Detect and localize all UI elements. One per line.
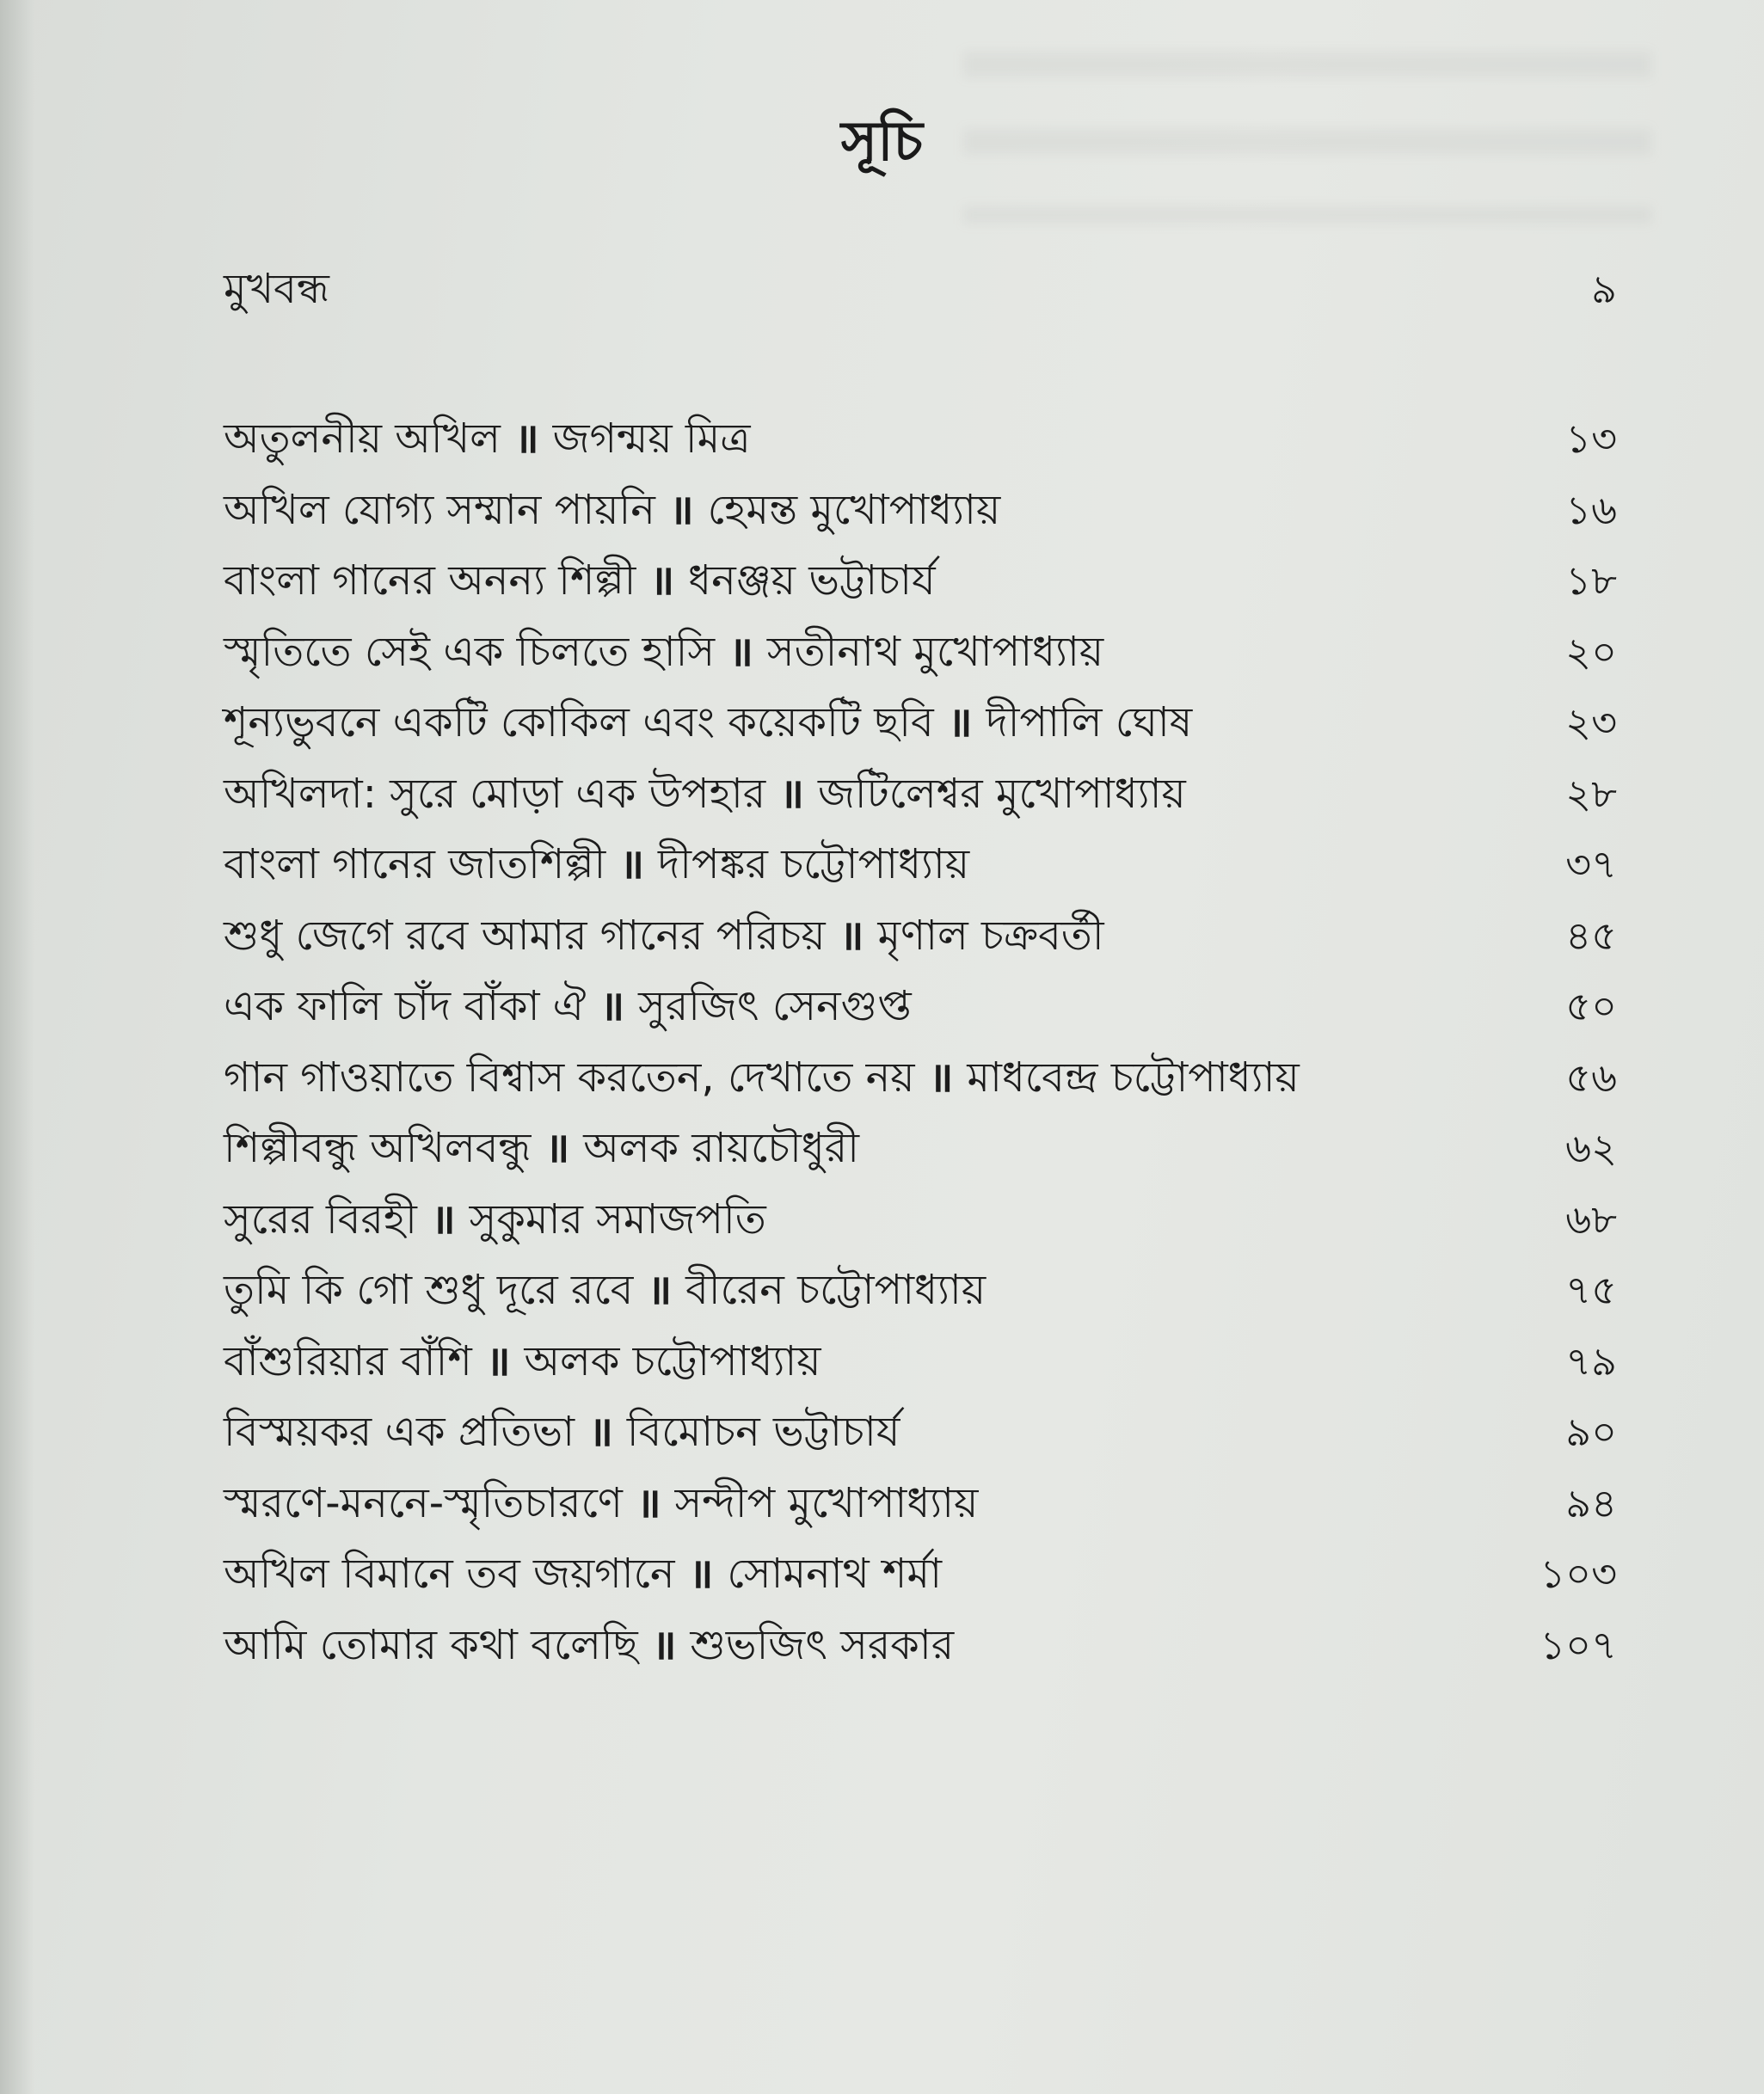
toc-foreword-page: ৯ — [1591, 266, 1617, 312]
toc-row — [224, 1256, 1617, 1324]
toc-entry-title: গান গাওয়াতে বিশ্বাস করতেন, দেখাতে নয় — [224, 1053, 915, 1102]
toc-entry-title: স্মরণে-মননে-স্মৃতিচারণে — [224, 1479, 623, 1527]
toc-row — [224, 1327, 1617, 1396]
toc-row — [224, 972, 1617, 1041]
toc-entry-page: ৭৯ — [1565, 1338, 1617, 1385]
toc-entry-author: বিমোচন ভট্টাচার্য — [626, 1408, 900, 1456]
toc-row — [224, 901, 1617, 970]
toc-entry-title: শুধু জেগে রবে আমার গানের পরিচয় — [224, 912, 826, 960]
toc-entry-author: শুভজিৎ সরকার — [690, 1621, 955, 1669]
toc-entry-author: ধনঞ্জয় ভট্টাচার্য — [688, 556, 936, 605]
toc-entry-page: ১০৭ — [1540, 1622, 1617, 1668]
toc-entry-title: বাংলা গানের জাতশিল্পী — [224, 840, 606, 888]
toc-entry-author: দীপালি ঘোষ — [986, 698, 1193, 746]
toc-entry-title: তুমি কি গো শুধু দূরে রবে — [224, 1266, 634, 1314]
toc-row — [224, 759, 1617, 828]
toc-entry-page: ৯৪ — [1565, 1480, 1617, 1526]
toc-foreword-title: মুখবন্ধ — [224, 265, 329, 313]
toc-entry-page: ১৬ — [1565, 487, 1617, 533]
toc-separator: ॥ — [839, 912, 864, 960]
toc-separator: ॥ — [688, 1550, 714, 1598]
toc-entry-author: হেমন্ত মুখোপাধ্যায় — [707, 486, 1001, 534]
toc-separator: ॥ — [485, 1337, 511, 1385]
toc-entry-page: ১০৩ — [1540, 1551, 1617, 1597]
toc-row — [224, 1397, 1617, 1466]
toc-entry-title: স্মৃতিতে সেই এক চিলতে হাসি — [224, 628, 716, 676]
toc-separator: ॥ — [588, 1408, 613, 1456]
toc-entry-page: ৩৭ — [1565, 841, 1617, 887]
toc-entry-author: সন্দীপ মুখোপাধ্যায় — [674, 1479, 979, 1527]
toc-entry-author: মাধবেন্দ্র চট্টোপাধ্যায় — [967, 1053, 1300, 1102]
toc-entry-title: এক ফালি চাঁদ বাঁকা ঐ — [224, 982, 587, 1030]
toc-entry-author: দীপঙ্কর চট্টোপাধ্যায় — [658, 840, 970, 888]
toc-separator: ॥ — [599, 982, 625, 1030]
toc-entry-title: অখিল যোগ্য সম্মান পায়নি — [224, 486, 655, 534]
toc-entry-title: অখিলদা: সুরে মোড়া এক উপহার — [224, 770, 766, 818]
toc-entry-page: ৬৮ — [1565, 1196, 1617, 1243]
toc-separator: ॥ — [619, 840, 644, 888]
toc-entry-page: ৭৫ — [1565, 1267, 1617, 1313]
toc-separator: ॥ — [779, 770, 804, 818]
toc-row — [224, 404, 1617, 473]
toc-entry-title: শিল্পীবন্ধু অখিলবন্ধু — [224, 1124, 532, 1172]
toc-entry-page: ৫০ — [1565, 983, 1617, 1029]
toc-separator: ॥ — [651, 1621, 677, 1669]
toc-entry-author: অলক রায়চৌধুরী — [583, 1124, 859, 1172]
spine-shadow — [0, 0, 34, 2094]
toc-separator: ॥ — [649, 556, 675, 605]
toc-entry-title: অতুলনীয় অখিল — [224, 415, 501, 463]
toc-row — [224, 1043, 1617, 1112]
toc-separator: ॥ — [430, 1195, 456, 1244]
toc-row — [224, 830, 1617, 899]
toc-row — [224, 1114, 1617, 1182]
toc-separator: ॥ — [928, 1053, 954, 1102]
toc-entry-page: ৬২ — [1565, 1125, 1617, 1171]
toc-entry-author: জগন্ময় মিত্র — [552, 415, 751, 463]
toc-entry-page: ৫৬ — [1565, 1054, 1617, 1101]
toc-entry-title: সুরের বিরহী — [224, 1195, 417, 1244]
toc-entry-author: জটিলেশ্বর মুখোপাধ্যায় — [817, 770, 1186, 818]
toc-entry-title: আমি তোমার কথা বলেছি — [224, 1621, 638, 1669]
toc-row — [224, 1469, 1617, 1538]
toc-separator: ॥ — [544, 1124, 570, 1172]
toc-row — [224, 476, 1617, 544]
toc-entry-author: সোমনাথ শর্মা — [727, 1550, 942, 1598]
toc-row — [224, 1185, 1617, 1254]
toc-separator: ॥ — [513, 415, 539, 463]
toc-entry-page: ১৩ — [1565, 415, 1617, 462]
toc-separator: ॥ — [947, 698, 973, 746]
toc-entry-author: মৃণাল চক্রবর্তী — [877, 912, 1104, 960]
toc-separator: ॥ — [636, 1479, 661, 1527]
toc-entry-author: অলক চট্টোপাধ্যায় — [524, 1337, 821, 1385]
toc-entry-page: ১৮ — [1565, 557, 1617, 604]
toc-entry-page: ২৮ — [1565, 771, 1617, 817]
toc-entry-title: বাঁশুরিয়ার বাঁশি — [224, 1337, 472, 1385]
toc-entry-page: ৪৫ — [1565, 912, 1617, 959]
toc-entry-author: সতীনাথ মুখোপাধ্যায় — [766, 628, 1104, 676]
toc-separator: ॥ — [647, 1266, 673, 1314]
toc-entry-page: ৯০ — [1565, 1409, 1617, 1455]
toc-entry-author: বীরেন চট্টোপাধ্যায় — [685, 1266, 986, 1314]
toc-separator: ॥ — [668, 486, 694, 534]
toc-separator: ॥ — [728, 628, 753, 676]
toc-entry-author: সুকুমার সমাজপতি — [469, 1195, 766, 1244]
toc-entry-title: বিস্ময়কর এক প্রতিভা — [224, 1408, 575, 1456]
toc-row — [224, 546, 1617, 615]
toc-entry-title: অখিল বিমানে তব জয়গানে — [224, 1550, 675, 1598]
toc-entry-title: বাংলা গানের অনন্য শিল্পী — [224, 556, 636, 605]
toc-entry-author: সুরজিৎ সেনগুপ্ত — [638, 982, 912, 1030]
toc-row — [224, 688, 1617, 757]
page-title: সূচি — [840, 110, 924, 174]
toc-row — [224, 1539, 1617, 1608]
toc-entry-page: ২৩ — [1565, 699, 1617, 746]
toc-row-foreword — [224, 255, 1617, 323]
toc-row — [224, 617, 1617, 686]
toc-entry-title: শূন্যভুবনে একটি কোকিল এবং কয়েকটি ছবি — [224, 698, 934, 746]
toc-row — [224, 1611, 1617, 1679]
toc-entry-page: ২০ — [1565, 629, 1617, 675]
